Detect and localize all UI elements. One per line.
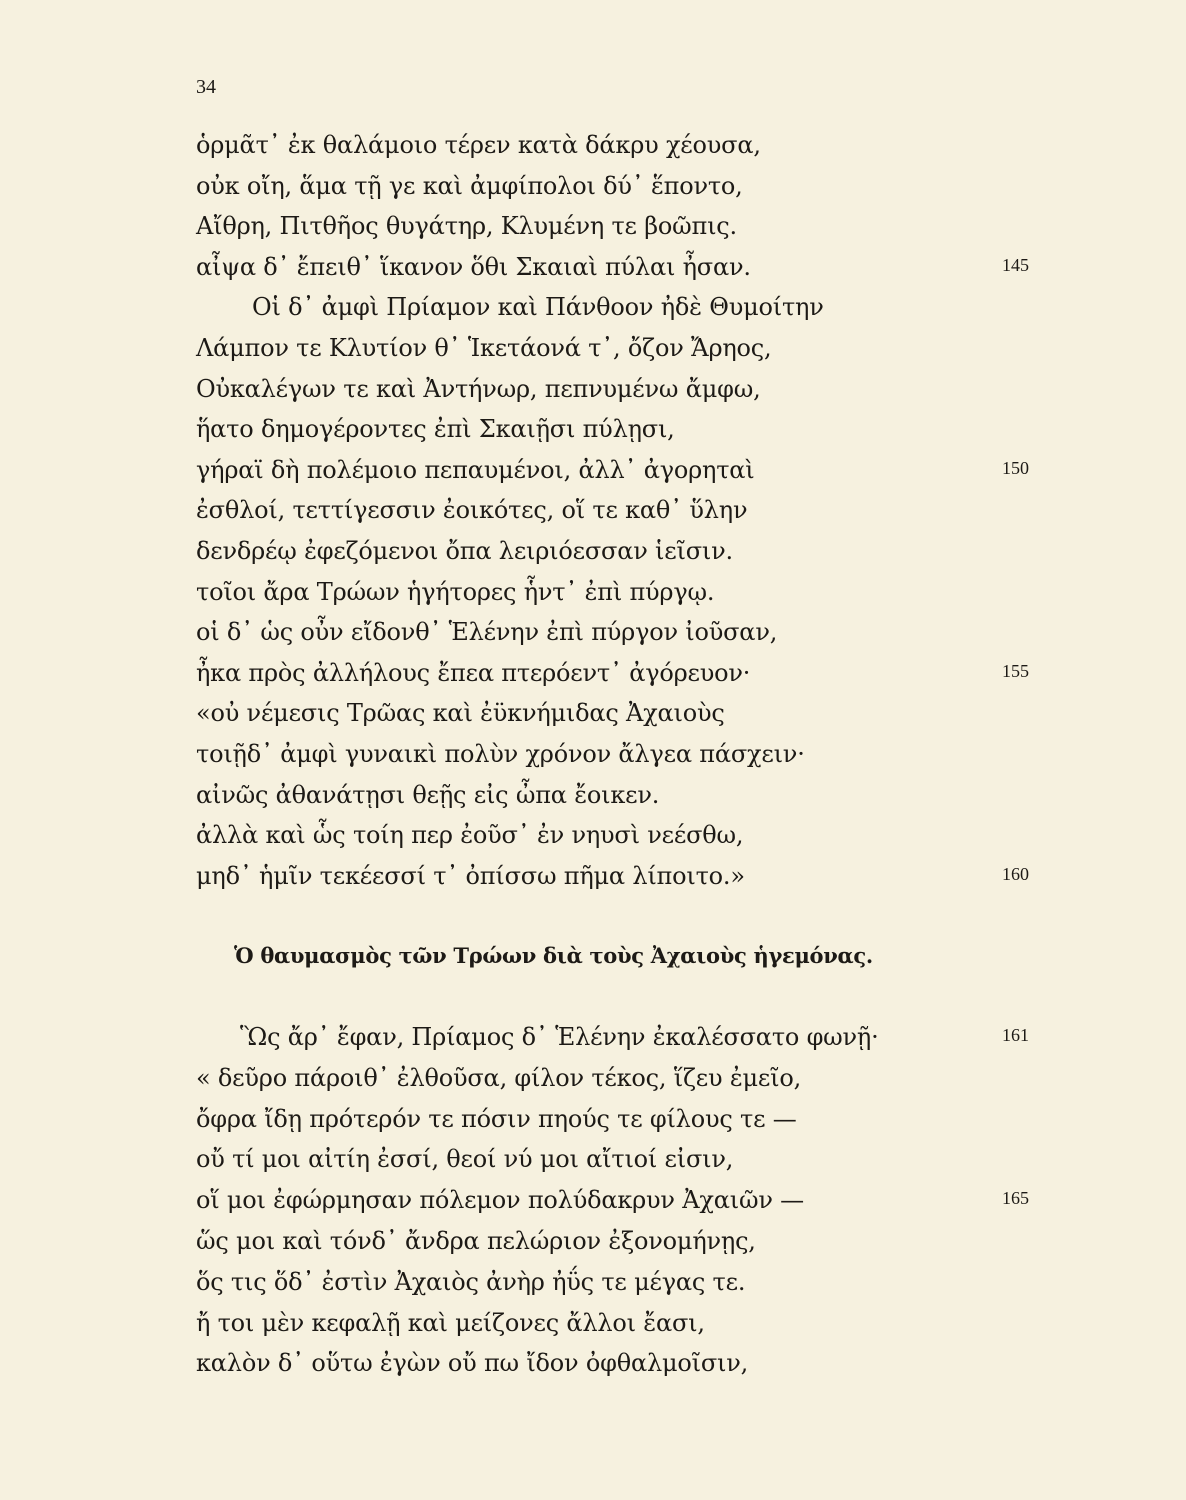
verse-text: ὄφρα ἴδῃ πρότερόν τε πόσιν πηούς τε φίλους τε — <box>196 1104 797 1133</box>
verse-line <box>0 412 1186 452</box>
verse-line <box>0 1061 1186 1101</box>
verse-text: ἤ τοι μὲν κεφαλῇ καὶ μείζονες ἄλλοι ἔασι, <box>196 1308 705 1337</box>
verse-line <box>0 859 1186 899</box>
verse-line <box>0 290 1186 330</box>
verse-line <box>0 453 1186 493</box>
verse-line <box>0 209 1186 249</box>
verse-line <box>0 818 1186 858</box>
verse-text: ἥατο δημογέροντες ἐπὶ Σκαιῇσι πύλῃσι, <box>196 415 675 444</box>
verse-line <box>0 575 1186 615</box>
verse-line <box>0 1224 1186 1264</box>
verse-text: ἀλλὰ καὶ ὧς τοίη περ ἐοῦσ᾽ ἐν νηυσὶ νεέσθω, <box>196 821 744 850</box>
verse-text: «οὐ νέμεσις Τρῶας καὶ ἐϋκνήμιδας Ἀχαιοὺς <box>196 699 725 728</box>
verse-line <box>0 1183 1186 1223</box>
line-number: 160 <box>1002 863 1029 884</box>
verse-text: Λάμπον τε Κλυτίον θ᾽ Ἱκετάονά τ᾽, ὄζον Ἄρηος, <box>196 334 772 362</box>
verse-text: δενδρέῳ ἐφεζόμενοι ὄπα λειριόεσσαν ἱεῖσιν. <box>196 537 733 565</box>
verse-line <box>0 778 1186 818</box>
verse-line <box>0 493 1186 533</box>
section-heading: Ὁ θαυμασμὸς τῶν Τρώων διὰ τοὺς Ἀχαιοὺς ἡγεμόνας. <box>234 943 873 968</box>
verse-line <box>0 1346 1186 1386</box>
verse-text: οὔ τί μοι αἰτίη ἐσσί, θεοί νύ μοι αἴτιοί εἰσιν, <box>196 1145 734 1174</box>
verse-line <box>0 1265 1186 1305</box>
verse-text: καλὸν δ᾽ οὕτω ἐγὼν οὔ πω ἴδον ὀφθαλμοῖσιν, <box>196 1349 749 1378</box>
verse-text: μηδ᾽ ἡμῖν τεκέεσσί τ᾽ ὀπίσσω πῆμα λίποιτο.» <box>196 861 745 890</box>
verse-line <box>0 1102 1186 1142</box>
verse-text: Οὐκαλέγων τε καὶ Ἀντήνωρ, πεπνυμένω ἄμφω, <box>196 374 761 403</box>
verse-text: Ὣς ἄρ᾽ ἔφαν, Πρίαμος δ᾽ Ἑλένην ἐκαλέσσατο φωνῇ· <box>240 1023 879 1051</box>
line-number: 155 <box>1002 660 1029 681</box>
verse-line <box>0 656 1186 696</box>
verse-line <box>0 1020 1186 1060</box>
verse-text: αἶψα δ᾽ ἔπειθ᾽ ἵκανον ὅθι Σκαιαὶ πύλαι ἦσαν. <box>196 252 751 281</box>
verse-text: « δεῦρο πάροιθ᾽ ἐλθοῦσα, φίλον τέκος, ἵζευ ἐμεῖο, <box>196 1063 802 1092</box>
verse-line <box>0 1306 1186 1346</box>
verse-line <box>0 331 1186 371</box>
verse-text: οἵ μοι ἐφώρμησαν πόλεμον πολύδακρυν Ἀχαιῶν — <box>196 1186 804 1215</box>
verse-line <box>0 696 1186 736</box>
verse-text: ὅς τις ὅδ᾽ ἐστὶν Ἀχαιὸς ἀνὴρ ἠΰς τε μέγας τε. <box>196 1267 746 1296</box>
verse-text: οὐκ οἴη, ἅμα τῇ γε καὶ ἀμφίπολοι δύ᾽ ἕποντο, <box>196 171 743 200</box>
verse-line <box>0 737 1186 777</box>
verse-text: Αἴθρη, Πιτθῆος θυγάτηρ, Κλυμένη τε βοῶπις. <box>196 212 737 241</box>
verse-line <box>0 1142 1186 1182</box>
verse-text: γήραϊ δὴ πολέμοιο πεπαυμένοι, ἀλλ᾽ ἀγορηταὶ <box>196 455 755 484</box>
verse-line <box>0 250 1186 290</box>
verse-line <box>0 534 1186 574</box>
line-number: 150 <box>1002 457 1029 478</box>
line-number: 161 <box>1002 1025 1029 1045</box>
verse-line <box>0 615 1186 655</box>
page-number: 34 <box>196 76 216 98</box>
verse-text: ἐσθλοί, τεττίγεσσιν ἐοικότες, οἵ τε καθ᾽ ὕλην <box>196 496 748 525</box>
verse-text: αἰνῶς ἀθανάτῃσι θεῇς εἰς ὦπα ἔοικεν. <box>196 780 660 809</box>
verse-line <box>0 128 1186 168</box>
verse-text: οἱ δ᾽ ὡς οὖν εἴδονθ᾽ Ἑλένην ἐπὶ πύργον ἰοῦσαν, <box>196 618 778 647</box>
line-number: 165 <box>1002 1188 1029 1209</box>
verse-text: τοῖοι ἄρα Τρώων ἡγήτορες ἧντ᾽ ἐπὶ πύργῳ. <box>196 577 715 606</box>
line-number: 145 <box>1002 254 1029 275</box>
verse-line <box>0 169 1186 209</box>
verse-text: Οἱ δ᾽ ἀμφὶ Πρίαμον καὶ Πάνθοον ἠδὲ Θυμοίτην <box>252 293 824 322</box>
verse-text: ἦκα πρὸς ἀλλήλους ἔπεα πτερόεντ᾽ ἀγόρευον· <box>196 658 751 687</box>
verse-line <box>0 372 1186 412</box>
verse-text: τοιῇδ᾽ ἀμφὶ γυναικὶ πολὺν χρόνον ἄλγεα πάσχειν· <box>196 740 805 768</box>
verse-text: ὥς μοι καὶ τόνδ᾽ ἄνδρα πελώριον ἐξονομήνῃς, <box>196 1227 756 1255</box>
verse-text: ὁρμᾶτ᾽ ἐκ θαλάμοιο τέρεν κατὰ δάκρυ χέουσα, <box>196 131 761 159</box>
